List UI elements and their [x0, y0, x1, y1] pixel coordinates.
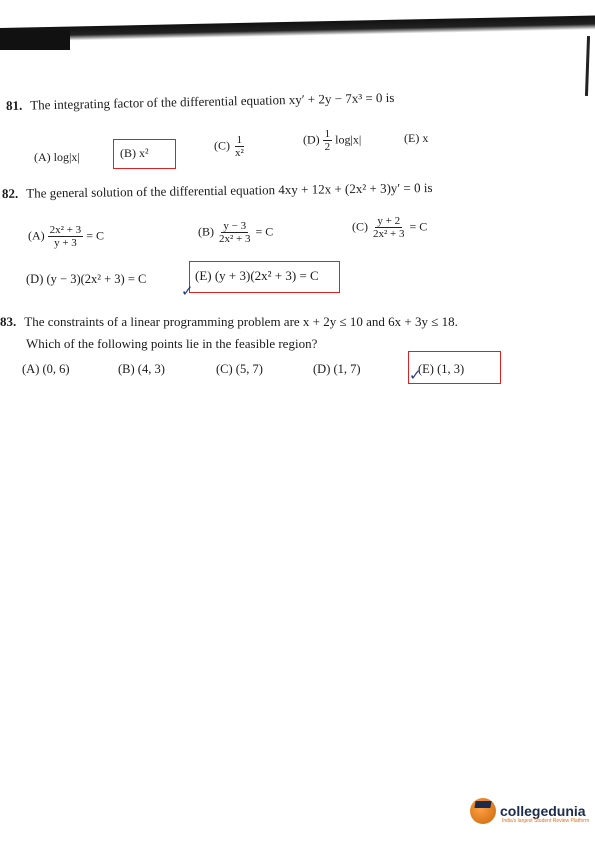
- question-number: 82.: [1, 185, 19, 201]
- denominator: 2x² + 3: [219, 233, 251, 245]
- option-81-d: [303, 128, 361, 153]
- denominator: x²: [235, 147, 244, 159]
- fraction: [323, 128, 333, 153]
- logo-name: collegedunia: [500, 803, 586, 819]
- option-81-b: (B) x²: [120, 146, 149, 160]
- answer-highlight-83: [408, 351, 501, 384]
- check-mark-icon: ✓: [409, 366, 422, 384]
- numerator: 2x² + 3: [49, 224, 82, 236]
- question-82: [2, 180, 433, 202]
- numerator: 1: [324, 128, 331, 140]
- option-83-b: (B) (4, 3): [118, 362, 165, 376]
- option-label: (C): [214, 138, 230, 153]
- option-83-d: (D) (1, 7): [313, 362, 361, 376]
- option-rest: = C: [86, 228, 104, 243]
- option-label: (C): [352, 219, 368, 234]
- question-83: [0, 314, 458, 330]
- scan-edge-top: [0, 16, 595, 42]
- denominator: 2: [324, 141, 331, 153]
- numerator: y − 3: [223, 220, 247, 232]
- option-81-c: [214, 134, 246, 159]
- fraction: [233, 134, 246, 159]
- fraction: [48, 224, 84, 249]
- option-83-c: (C) (5, 7): [216, 362, 263, 376]
- scan-corner-artifact: [0, 30, 70, 50]
- option-rest: = C: [255, 224, 274, 239]
- question-text-line1: The constraints of a linear programming problem are x + 2y ≤ 10 and 6x + 3y ≤ 18.: [24, 314, 458, 329]
- option-82-d: (D) (y − 3)(2x² + 3) = C: [26, 272, 147, 286]
- option-label: (A): [28, 228, 45, 243]
- answer-highlight-81: [113, 139, 176, 169]
- answer-highlight-82: [189, 261, 340, 293]
- option-81-e: (E) x: [404, 131, 429, 145]
- scan-edge-right: [585, 36, 590, 96]
- numerator: 1: [236, 134, 243, 146]
- option-label: (D): [303, 132, 320, 147]
- question-text: The general solution of the differential equation 4xy + 12x + (2x² + 3)y′ = 0 is: [26, 179, 433, 201]
- fraction: [371, 215, 407, 240]
- graduation-cap-icon: [470, 798, 496, 824]
- option-82-c: [352, 215, 427, 240]
- check-mark-icon: ✓: [181, 282, 194, 300]
- question-number: 81.: [5, 97, 23, 113]
- option-81-a: (A) log|x|: [34, 150, 80, 164]
- question-83-line2: Which of the following points lie in the feasible region?: [26, 336, 318, 351]
- collegedunia-logo: [470, 798, 590, 824]
- option-82-b: [198, 220, 273, 245]
- option-83-a: (A) (0, 6): [22, 362, 70, 376]
- denominator: y + 3: [54, 237, 77, 249]
- fraction: [217, 220, 253, 245]
- option-82-e: (E) (y + 3)(2x² + 3) = C: [195, 268, 319, 283]
- question-81: [6, 90, 395, 114]
- logo-tagline: India's largest Student Review Platform: [502, 818, 590, 824]
- denominator: 2x² + 3: [373, 228, 405, 240]
- option-label: (B): [198, 224, 214, 239]
- question-text: The integrating factor of the differential equation xy′ + 2y − 7x³ = 0 is: [30, 89, 395, 113]
- option-82-a: [28, 224, 104, 249]
- numerator: y + 2: [377, 215, 401, 227]
- question-number: 83.: [0, 314, 17, 329]
- option-rest: = C: [409, 219, 428, 234]
- option-rest: log|x|: [335, 132, 362, 147]
- option-83-e: (E) (1, 3): [418, 362, 465, 376]
